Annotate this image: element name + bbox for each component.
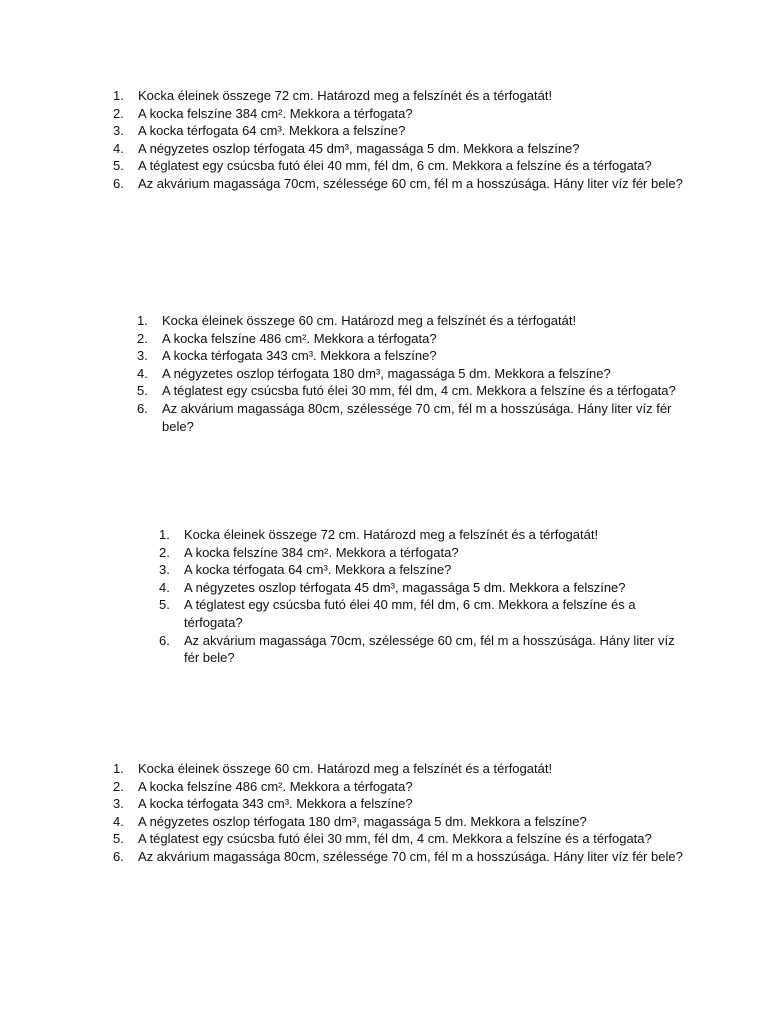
item-number: 5. xyxy=(113,831,124,847)
item-text: A kocka térfogata 343 cm³. Mekkora a felszíne? xyxy=(138,796,413,812)
item-number: 2. xyxy=(113,778,124,794)
item-number: 3. xyxy=(113,796,124,812)
item-text: A négyzetes oszlop térfogata 180 dm³, magassága 5 dm. Mekkora a felszíne? xyxy=(138,813,587,829)
item-text: A négyzetes oszlop térfogata 45 dm³, magassága 5 dm. Mekkora a felszíne? xyxy=(184,579,626,595)
question-item xyxy=(113,105,733,123)
question-item xyxy=(137,330,682,348)
item-number: 1. xyxy=(113,761,124,776)
item-number: 4. xyxy=(159,579,170,595)
item-text: A kocka térfogata 64 cm³. Mekkora a felszíne? xyxy=(184,562,452,578)
item-number: 1. xyxy=(159,527,170,542)
question-item xyxy=(159,561,689,579)
item-text: A kocka felszíne 384 cm². Mekkora a térfogata? xyxy=(138,105,413,121)
item-text: A téglatest egy csúcsba futó élei 40 mm, fél dm, 6 cm. Mekkora a felszíne és a térfogata? xyxy=(138,158,652,174)
question-item xyxy=(159,579,689,597)
question-item xyxy=(159,544,689,562)
item-number: 4. xyxy=(113,140,124,156)
question-item xyxy=(113,140,733,158)
item-text: A kocka térfogata 64 cm³. Mekkora a felszíne? xyxy=(138,123,406,139)
item-number: 2. xyxy=(159,544,170,560)
question-item xyxy=(113,760,733,778)
question-item xyxy=(113,795,733,813)
item-number: 4. xyxy=(113,813,124,829)
item-text: A téglatest egy csúcsba futó élei 30 mm, fél dm, 4 cm. Mekkora a felszíne és a térfogata? xyxy=(162,383,676,399)
question-list-2 xyxy=(137,312,682,435)
question-item xyxy=(113,122,733,140)
item-text: A kocka felszíne 384 cm². Mekkora a térfogata? xyxy=(184,544,459,560)
item-number: 1. xyxy=(113,88,124,103)
question-list-1 xyxy=(113,87,733,193)
item-number: 3. xyxy=(137,348,148,364)
item-number: 4. xyxy=(137,365,148,381)
item-number: 1. xyxy=(137,313,148,328)
item-text: Kocka éleinek összege 72 cm. Határozd meg a felszínét és a térfogatát! xyxy=(184,527,599,542)
question-item xyxy=(113,157,733,175)
question-item xyxy=(113,87,733,105)
item-text: A négyzetes oszlop térfogata 45 dm³, magassága 5 dm. Mekkora a felszíne? xyxy=(138,140,580,156)
question-item xyxy=(159,632,689,667)
item-text: A kocka felszíne 486 cm². Mekkora a térfogata? xyxy=(138,778,413,794)
item-text: Az akvárium magassága 80cm, szélessége 70 cm, fél m a hosszúsága. Hány liter víz fér bele? xyxy=(138,848,683,864)
item-number: 2. xyxy=(113,105,124,121)
item-text: Az akvárium magassága 80cm, szélessége 70 cm, fél m a hosszúsága. Hány liter víz fér bele? xyxy=(162,400,672,434)
question-item xyxy=(113,830,733,848)
question-item xyxy=(113,175,733,193)
item-number: 3. xyxy=(113,123,124,139)
question-item xyxy=(137,312,682,330)
item-text: Az akvárium magassága 70cm, szélessége 60 cm, fél m a hosszúsága. Hány liter víz fér bele? xyxy=(184,632,675,666)
item-text: Kocka éleinek összege 72 cm. Határozd meg a felszínét és a térfogatát! xyxy=(138,88,553,103)
question-list-3 xyxy=(159,526,689,667)
item-number: 6. xyxy=(159,632,170,648)
question-list-4 xyxy=(113,760,733,866)
item-text: A téglatest egy csúcsba futó élei 40 mm, fél dm, 6 cm. Mekkora a felszíne és a térfogata? xyxy=(184,597,636,630)
item-text: A téglatest egy csúcsba futó élei 30 mm, fél dm, 4 cm. Mekkora a felszíne és a térfogata? xyxy=(138,831,652,847)
item-text: Az akvárium magassága 70cm, szélessége 60 cm, fél m a hosszúsága. Hány liter víz fér bele? xyxy=(138,175,683,191)
item-number: 5. xyxy=(159,597,170,613)
item-number: 6. xyxy=(113,175,124,191)
question-item xyxy=(113,778,733,796)
question-item xyxy=(137,347,682,365)
item-text: A kocka térfogata 343 cm³. Mekkora a felszíne? xyxy=(162,348,437,364)
item-text: Kocka éleinek összege 60 cm. Határozd meg a felszínét és a térfogatát! xyxy=(138,761,553,776)
item-number: 5. xyxy=(113,158,124,174)
question-item xyxy=(113,848,733,866)
item-number: 5. xyxy=(137,383,148,399)
question-item xyxy=(159,596,689,631)
question-item xyxy=(113,813,733,831)
item-text: A kocka felszíne 486 cm². Mekkora a térfogata? xyxy=(162,330,437,346)
question-item xyxy=(137,400,682,435)
item-number: 3. xyxy=(159,562,170,578)
item-number: 2. xyxy=(137,330,148,346)
item-text: Kocka éleinek összege 60 cm. Határozd meg a felszínét és a térfogatát! xyxy=(162,313,577,328)
item-number: 6. xyxy=(137,400,148,416)
question-item xyxy=(137,365,682,383)
item-text: A négyzetes oszlop térfogata 180 dm³, magassága 5 dm. Mekkora a felszíne? xyxy=(162,365,611,381)
question-item xyxy=(159,526,689,544)
question-item xyxy=(137,382,682,400)
item-number: 6. xyxy=(113,848,124,864)
